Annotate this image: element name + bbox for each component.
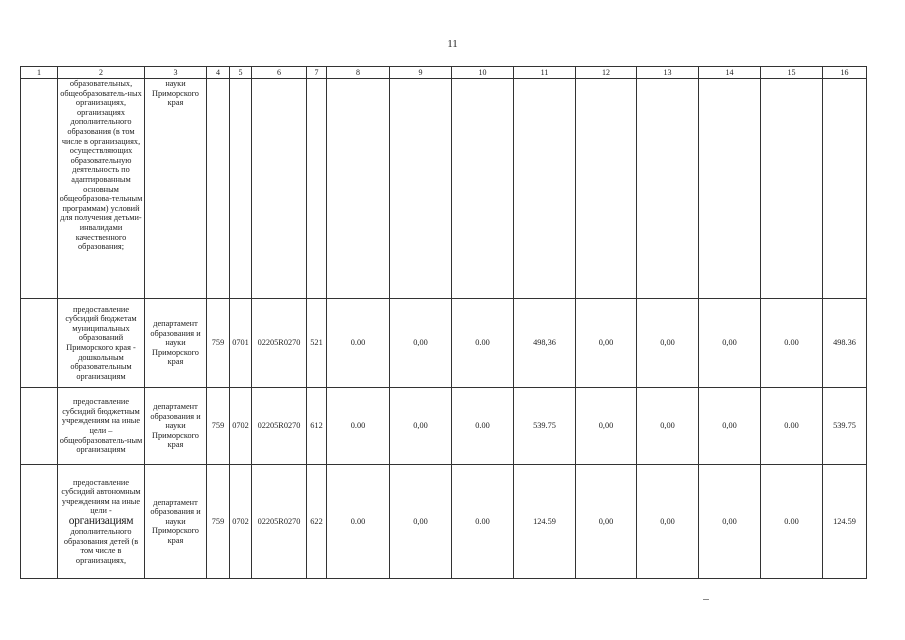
- code-cell: 0702: [230, 388, 252, 465]
- table-row: [21, 388, 867, 465]
- col-header: 7: [307, 67, 327, 79]
- executor-cell: департамент образования и науки Приморского края: [145, 465, 207, 579]
- row-number-cell: [21, 465, 58, 579]
- description-text: дополнительного образования детей (в том числе в организациях,: [63, 527, 139, 565]
- value-cell: 539.75: [514, 388, 576, 465]
- executor-cell: науки Приморского края: [145, 79, 207, 299]
- row-number-cell: [21, 299, 58, 388]
- col-header: 10: [452, 67, 514, 79]
- code-cell: 02205R0270: [252, 299, 307, 388]
- code-cell: [207, 79, 230, 299]
- code-cell: 02205R0270: [252, 465, 307, 579]
- executor-cell: департамент образования и науки Приморского края: [145, 388, 207, 465]
- value-cell: 0.00: [327, 388, 390, 465]
- code-cell: [230, 79, 252, 299]
- value-cell: 0,00: [390, 465, 452, 579]
- col-header: 16: [823, 67, 867, 79]
- value-cell: [327, 79, 390, 299]
- value-cell: 0,00: [576, 465, 637, 579]
- col-header: 12: [576, 67, 637, 79]
- col-header: 8: [327, 67, 390, 79]
- value-cell: [761, 79, 823, 299]
- scan-mark: [703, 599, 709, 600]
- value-cell: 539.75: [823, 388, 867, 465]
- value-cell: 0,00: [637, 465, 699, 579]
- value-cell: 0,00: [699, 299, 761, 388]
- description-emphasis: организациям: [68, 515, 134, 527]
- value-cell: 0,00: [576, 299, 637, 388]
- col-header: 15: [761, 67, 823, 79]
- value-cell: 0.00: [761, 299, 823, 388]
- col-header: 13: [637, 67, 699, 79]
- code-cell: 02205R0270: [252, 388, 307, 465]
- col-header: 3: [145, 67, 207, 79]
- description-cell: [58, 465, 145, 579]
- code-cell: [252, 79, 307, 299]
- description-cell: предоставление субсидий бюджетным учреждениям на иные цели – общеобразователь-ным организациям: [58, 388, 145, 465]
- col-header: 14: [699, 67, 761, 79]
- code-cell: 759: [207, 465, 230, 579]
- description-cell: предоставление субсидий бюджетам муниципальных образований Приморского края - дошкольным образовательным организациям: [58, 299, 145, 388]
- value-cell: [576, 79, 637, 299]
- value-cell: 0.00: [327, 299, 390, 388]
- code-cell: 0701: [230, 299, 252, 388]
- code-cell: [307, 79, 327, 299]
- table-row: [21, 79, 867, 299]
- col-header: 5: [230, 67, 252, 79]
- value-cell: [452, 79, 514, 299]
- value-cell: 124.59: [514, 465, 576, 579]
- description-cell: образовательных, общеобразователь-ных организациях, организациях дополнительного образования (в том числе в организациях, осуществляющих образовательную деятельность по адаптированным основным общеобразова-тельным программам) условий для получения детьми-инвалидами качественного образования;: [58, 79, 145, 299]
- table-row: [21, 465, 867, 579]
- value-cell: 0,00: [390, 388, 452, 465]
- table-row: [21, 299, 867, 388]
- value-cell: 0.00: [761, 388, 823, 465]
- value-cell: 0,00: [576, 388, 637, 465]
- value-cell: 498.36: [823, 299, 867, 388]
- col-header: 1: [21, 67, 58, 79]
- value-cell: [823, 79, 867, 299]
- code-cell: 622: [307, 465, 327, 579]
- value-cell: 0.00: [761, 465, 823, 579]
- col-header: 2: [58, 67, 145, 79]
- code-cell: 612: [307, 388, 327, 465]
- description-text: предоставление субсидий автономным учреждениям на иные цели -: [61, 477, 141, 516]
- row-number-cell: [21, 79, 58, 299]
- col-header: 11: [514, 67, 576, 79]
- col-header: 6: [252, 67, 307, 79]
- col-header: 9: [390, 67, 452, 79]
- code-cell: 521: [307, 299, 327, 388]
- value-cell: 0,00: [637, 388, 699, 465]
- value-cell: 124.59: [823, 465, 867, 579]
- value-cell: 0.00: [327, 465, 390, 579]
- value-cell: 0,00: [699, 388, 761, 465]
- value-cell: 0.00: [452, 465, 514, 579]
- value-cell: [390, 79, 452, 299]
- col-header: 4: [207, 67, 230, 79]
- value-cell: 0,00: [637, 299, 699, 388]
- executor-cell: департамент образования и науки Приморского края: [145, 299, 207, 388]
- value-cell: [514, 79, 576, 299]
- page-number: 11: [447, 38, 458, 50]
- value-cell: [637, 79, 699, 299]
- row-number-cell: [21, 388, 58, 465]
- code-cell: 759: [207, 388, 230, 465]
- value-cell: [699, 79, 761, 299]
- value-cell: 0.00: [452, 388, 514, 465]
- code-cell: 759: [207, 299, 230, 388]
- value-cell: 0.00: [452, 299, 514, 388]
- value-cell: 0,00: [390, 299, 452, 388]
- value-cell: 498,36: [514, 299, 576, 388]
- column-number-row: [21, 67, 867, 79]
- budget-table: [20, 66, 867, 579]
- value-cell: 0,00: [699, 465, 761, 579]
- code-cell: 0702: [230, 465, 252, 579]
